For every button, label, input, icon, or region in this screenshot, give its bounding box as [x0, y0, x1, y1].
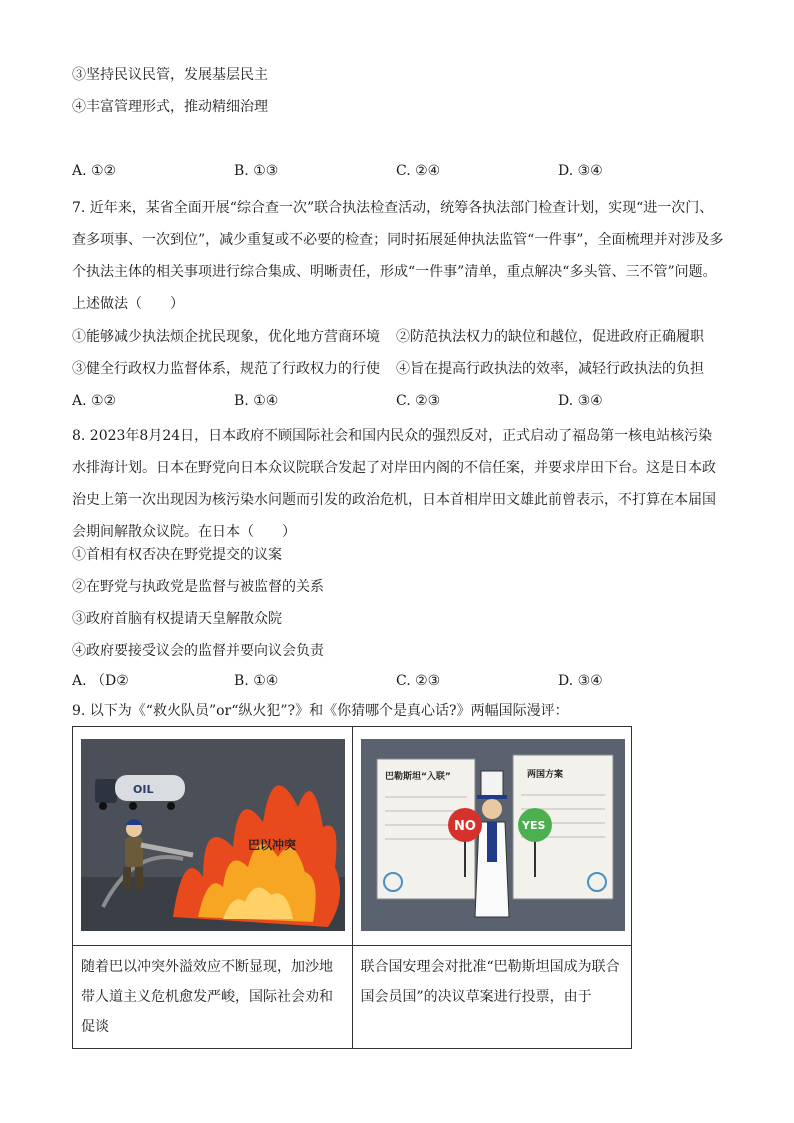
q7-item-1: ①能够减少执法烦企扰民现象，优化地方营商环境 [72, 329, 380, 345]
right-caption: 联合国安理会对批准“巴勒斯坦国成为联合国会员国”的决议草案进行投票，由于 [352, 946, 632, 1049]
q7-item-3: ③健全行政权力监督体系，规范了行政权力的行使 [72, 361, 380, 377]
q6-item-3: ④丰富管理形式，推动精细治理 [72, 99, 268, 115]
q6-option-d[interactable]: D. ③④ [558, 163, 603, 179]
q6-option-a[interactable]: A. ①② [72, 163, 117, 179]
q8-stem: 8. 2023年8月24日，日本政府不顾国际社会和国内民众的强烈反对，正式启动了福岛第一核电站核污染水排海计划。日本在野党向日本众议院联合发起了对岸田内阁的不信任案，并要求岸田下台。这是日本政治史上第一次出现因为核污染水问题而引发的政治危机，日本首相岸田文雄此前曾表示，不打算在本届国会期间解散众议院。在日本（ ） [72, 428, 716, 540]
q6-option-c[interactable]: C. ②④ [396, 163, 441, 179]
q7-items-row-1 [72, 326, 732, 348]
q8-option-b[interactable]: B. ①④ [234, 673, 279, 689]
q7-options [72, 390, 632, 412]
q7-items-row-2 [72, 358, 732, 380]
q6-item-2: ③坚持民议民管，发展基层民主 [72, 67, 268, 83]
doc-right-title: 两国方案 [526, 770, 563, 780]
firefighter-cartoon [73, 727, 352, 945]
cartoon-left-cell [73, 727, 353, 946]
cartoon-table [72, 726, 632, 1049]
q7-option-b[interactable]: B. ①④ [234, 393, 279, 409]
q7-option-a[interactable]: A. ①② [72, 393, 117, 409]
yes-sign-label: YES [521, 819, 545, 832]
q8-options [72, 670, 632, 692]
q7-item-2: ②防范执法权力的缺位和越位，促进政府正确履职 [396, 329, 704, 345]
truck-cab [95, 779, 117, 803]
q7-option-d[interactable]: D. ③④ [558, 393, 603, 409]
q9-stem: 9. 以下为《“救火队员”or“纵火犯”?》和《你猜哪个是真心话?》两幅国际漫评： [72, 703, 569, 719]
q8-item-4: ④政府要接受议会的监督并要向议会负责 [72, 643, 324, 659]
conflict-label: 巴以冲突 [248, 838, 297, 852]
q8-item-3: ③政府首脑有权提请天皇解散众院 [72, 611, 282, 627]
voting-cartoon [353, 727, 632, 945]
oil-label: OIL [133, 783, 154, 796]
q8-option-c[interactable]: C. ②③ [396, 673, 441, 689]
no-sign-label: NO [453, 819, 476, 834]
q8-item-2: ②在野党与执政党是监督与被监督的关系 [72, 579, 324, 595]
q8-option-a[interactable]: A. （D② [72, 673, 129, 689]
cartoon-right-cell [352, 727, 632, 946]
q7-option-c[interactable]: C. ②③ [396, 393, 441, 409]
left-caption: 随着巴以冲突外溢效应不断显现，加沙地带人道主义危机愈发严峻，国际社会劝和促谈 [73, 946, 353, 1049]
q6-option-b[interactable]: B. ①③ [234, 163, 279, 179]
q6-options [72, 160, 632, 182]
doc-left-title: 巴勒斯坦“入联” [384, 772, 451, 782]
q8-option-d[interactable]: D. ③④ [558, 673, 603, 689]
q8-item-1: ①首相有权否决在野党提交的议案 [72, 547, 282, 563]
q7-item-4: ④旨在提高行政执法的效率，减轻行政执法的负担 [396, 361, 704, 377]
q7-stem: 7. 近年来，某省全面开展“综合查一次”联合执法检查活动，统筹各执法部门检查计划，实现“进一次门、查多项事、一次到位”，减少重复或不必要的检查；同时拓展延伸执法监管“一件事”，全面梳理并对涉及多个执法主体的相关事项进行综合集成、明晰责任，形成“一件事”清单，重点解决“多头管、三不管”问题。上述做法（ ） [72, 200, 724, 312]
